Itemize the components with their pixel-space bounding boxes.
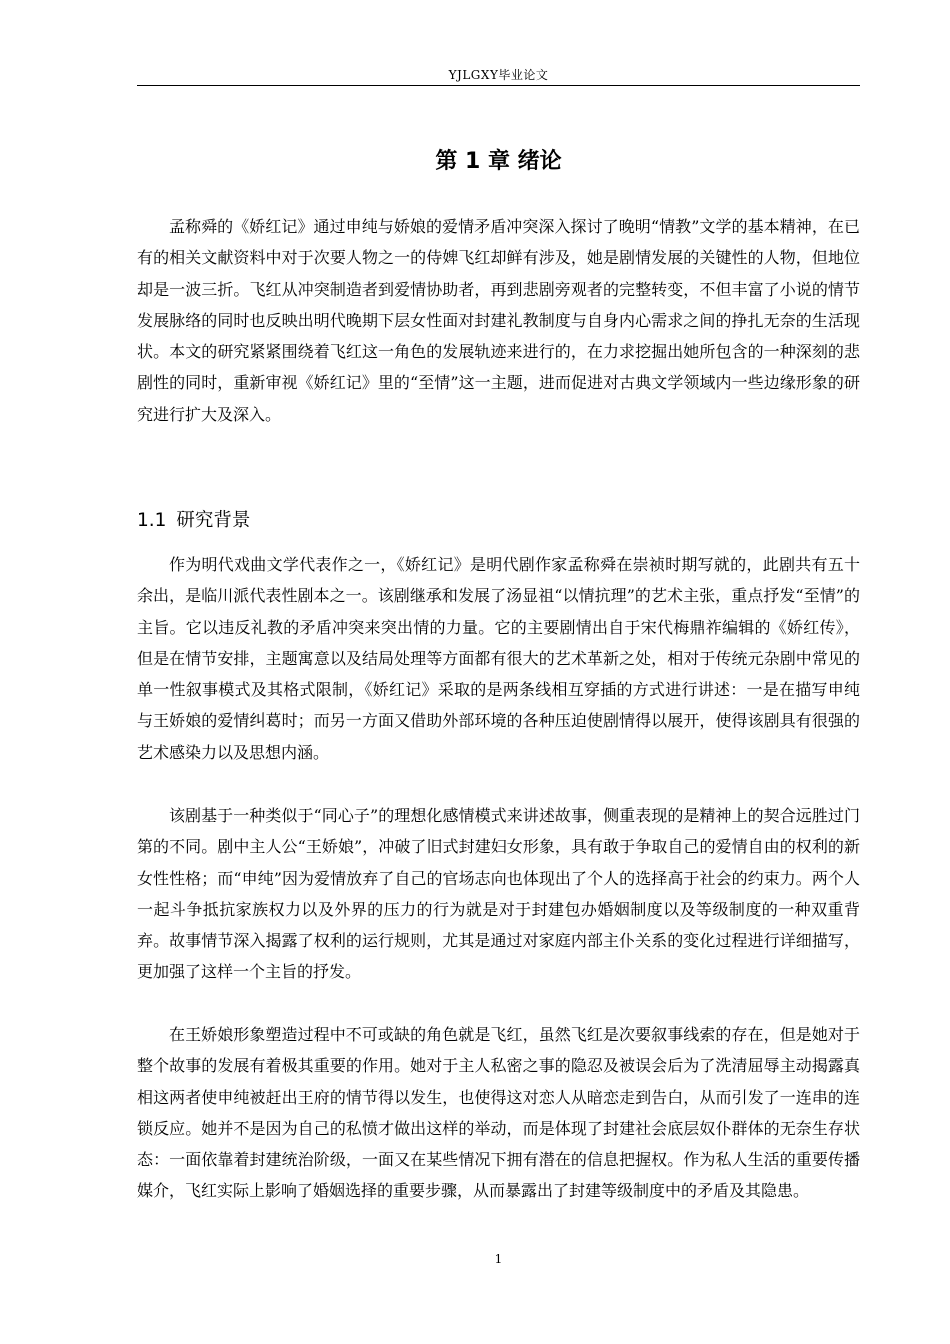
body-paragraph-3: 在王娇娘形象塑造过程中不可或缺的角色就是飞红，虽然飞红是次要叙事线索的存在，但是她对于整个故事的发展有着极其重要的作用。她对于主人私密之事的隐忍及被误会后为了洗清屈辱主动揭露真相这两者使申纯被赶出王府的情节得以发生，也使得这对恋人从暗恋走到告白，从而引发了一连串的连锁反应。她并不是因为自己的私愤才做出这样的举动，而是体现了封建社会底层奴仆群体的无奈生存状态：一面依靠着封建统治阶级，一面又在某些情况下拥有潜在的信息把握权。作为私人生活的重要传播媒介，飞红实际上影响了婚姻选择的重要步骤，从而暴露出了封建等级制度中的矛盾及其隐患。 (137, 1025, 860, 1201)
section-number: 1.1 (137, 510, 167, 531)
page-number: 1 (494, 1252, 503, 1266)
section-heading (137, 507, 860, 535)
section-title-text: 研究背景 (176, 510, 251, 531)
running-header: YJLGXY毕业论文 (448, 68, 549, 82)
header-rule (137, 85, 860, 86)
body-paragraph-2: 该剧基于一种类似于“同心子”的理想化感情模式来讲述故事，侧重表现的是精神上的契合远胜过门第的不同。剧中主人公“王娇娘”，冲破了旧式封建妇女形象，具有敢于争取自己的爱情自由的权利的新女性性格；而“申纯”因为爱情放弃了自己的官场志向也体现出了个人的选择高于社会的约束力。两个人一起斗争抵抗家族权力以及外界的压力的行为就是对于封建包办婚姻制度以及等级制度的一种双重背弃。故事情节深入揭露了权利的运行规则，尤其是通过对家庭内部主仆关系的变化过程进行详细描写，更加强了这样一个主旨的抒发。 (137, 806, 860, 982)
chapter-title: 第 1 章 绪论 (435, 149, 562, 174)
body-paragraph-1: 作为明代戏曲文学代表作之一，《娇红记》是明代剧作家孟称舜在崇祯时期写就的，此剧共有五十余出，是临川派代表性剧本之一。该剧继承和发展了汤显祖“以情抗理”的艺术主张，重点抒发“至情”的主旨。它以违反礼教的矛盾冲突来突出情的力量。它的主要剧情出自于宋代梅鼎祚编辑的《娇红传》，但是在情节安排，主题寓意以及结局处理等方面都有很大的艺术革新之处，相对于传统元杂剧中常见的单一性叙事模式及其格式限制，《娇红记》采取的是两条线相互穿插的方式进行讲述：一是在描写申纯与王娇娘的爱情纠葛时；而另一方面又借助外部环境的各种压迫使剧情得以展开，使得该剧具有很强的艺术感染力以及思想内涵。 (137, 555, 860, 762)
intro-paragraph: 孟称舜的《娇红记》通过申纯与娇娘的爱情矛盾冲突深入探讨了晚明“情教”文学的基本精神，在已有的相关文献资料中对于次要人物之一的侍婢飞红却鲜有涉及，她是剧情发展的关键性的人物，但地位却是一波三折。飞红从冲突制造者到爱情协助者，再到悲剧旁观者的完整转变，不但丰富了小说的情节发展脉络的同时也反映出明代晚期下层女性面对封建礼教制度与自身内心需求之间的挣扎无奈的生活现状。本文的研究紧紧围绕着飞红这一角色的发展轨迹来进行的，在力求挖掘出她所包含的一种深刻的悲剧性的同时，重新审视《娇红记》里的“至情”这一主题，进而促进对古典文学领域内一些边缘形象的研究进行扩大及深入。 (137, 217, 860, 424)
